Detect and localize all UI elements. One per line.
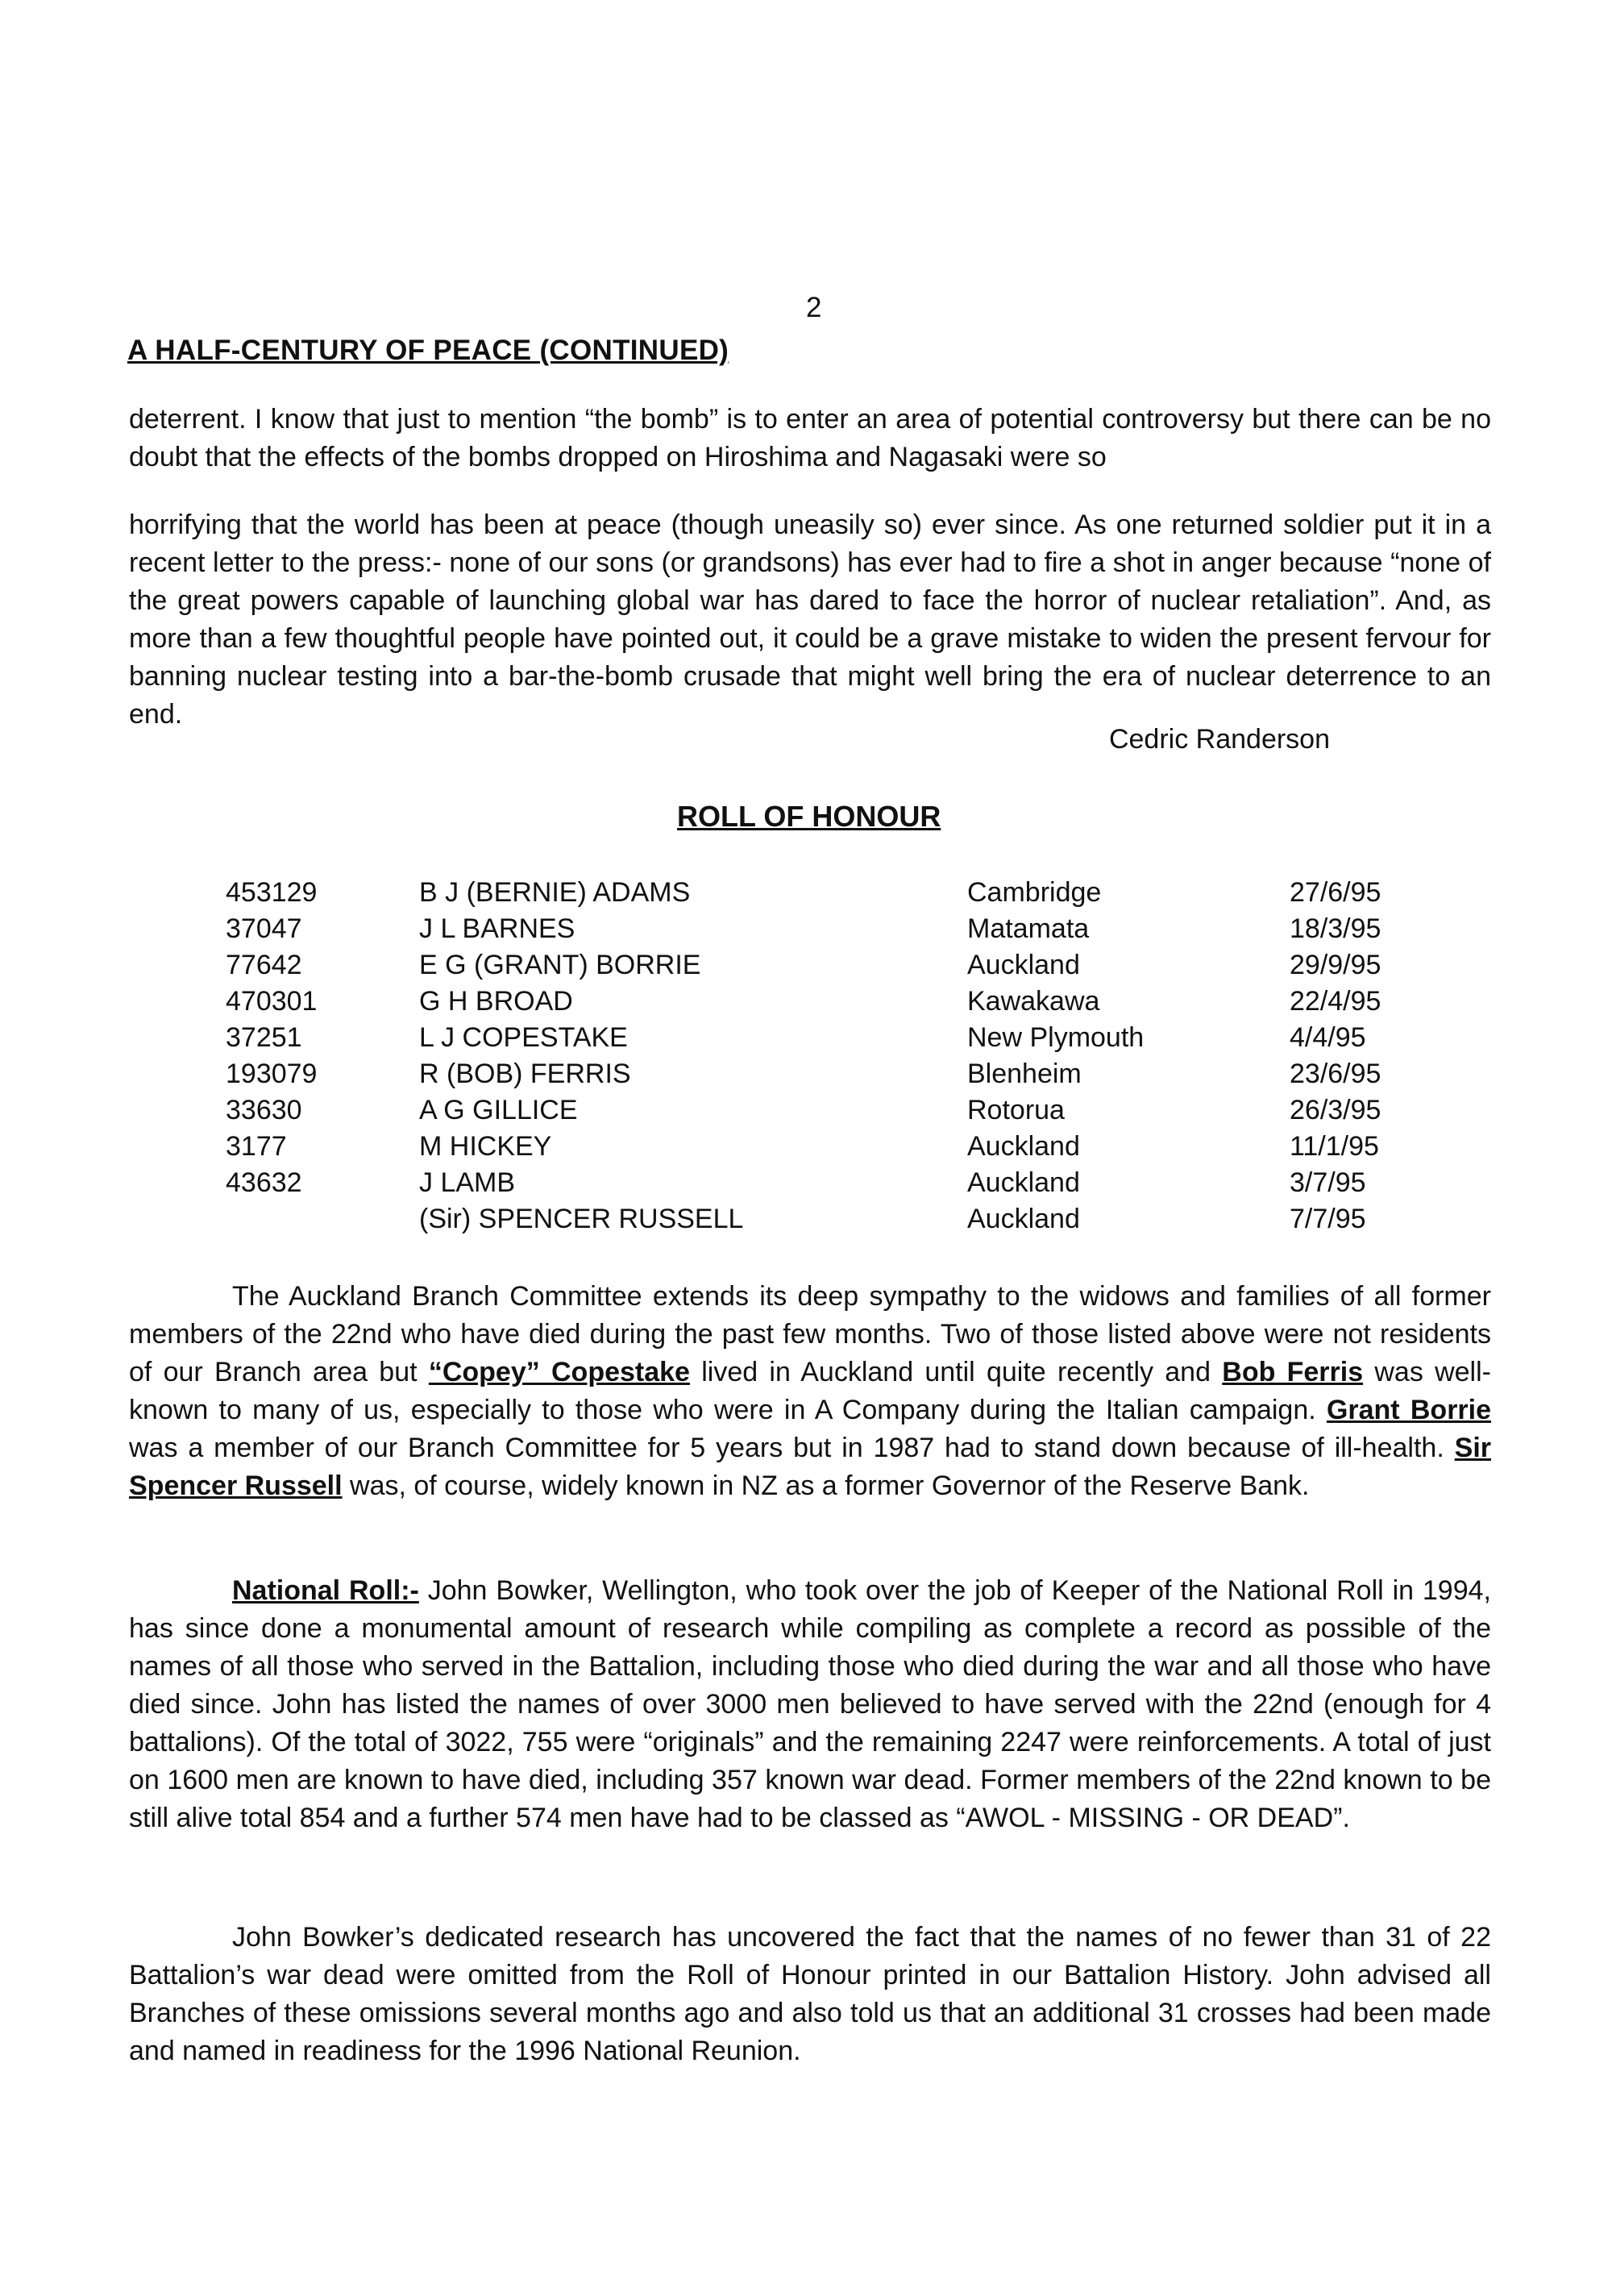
highlight-russell: Sir Spencer Russell: [129, 1433, 1491, 1501]
roll-place: Cambridge: [967, 877, 1102, 908]
national-roll-paragraph: [129, 1572, 1491, 1837]
roll-service-number: 37047: [226, 913, 302, 944]
roll-row: [226, 947, 1402, 984]
committee-text-1: The Auckland Branch Committee extends its deep sympathy to the widows and families of all former members of the 22nd who have died during the past few months. Two of those listed above were not residents of our Branch area but: [129, 1281, 1491, 1387]
roll-name: L J COPESTAKE: [419, 1022, 628, 1053]
committee-text-3: was well-known to many of us, especially to those who were in A Company during the Italian campaign.: [129, 1357, 1491, 1425]
roll-name: E G (GRANT) BORRIE: [419, 950, 701, 980]
roll-place: Blenheim: [967, 1059, 1082, 1089]
roll-name: M HICKEY: [419, 1131, 552, 1162]
roll-table-body: [226, 875, 1402, 1237]
highlight-copestake: “Copey” Copestake: [428, 1357, 690, 1387]
roll-name: A G GILLICE: [419, 1095, 578, 1125]
roll-place: Kawakawa: [967, 986, 1100, 1017]
national-roll-text: John Bowker, Wellington, who took over the job of Keeper of the National Roll in 1994, has since done a monumental amount of research while compiling as complete a record as possible of the names of all those who served in the Battalion, including those who died during the war and all those who have died since. John has listed the names of over 3000 men believed to have served with the 22nd (enough for 4 battalions). Of the total of 3022, 755 were “originals” and the remaining 2247 were reinforcements. A total of just on 1600 men are known to have died, including 357 known war dead. Former members of the 22nd known to be still alive total 854 and a further 574 men have had to be classed as “AWOL - MISSING - OR DEAD”.: [129, 1575, 1491, 1833]
intro-paragraph: deterrent. I know that just to mention “the bomb” is to enter an area of potential controversy but there can be no doubt that the effects of the bombs dropped on Hiroshima and Nagasaki were so: [129, 404, 1491, 472]
roll-row: [226, 1129, 1402, 1165]
roll-row: [226, 911, 1402, 947]
roll-row: [226, 984, 1402, 1020]
roll-date: 7/7/95: [1290, 1204, 1366, 1234]
roll-date: 29/9/95: [1290, 950, 1381, 980]
roll-name: G H BROAD: [419, 986, 573, 1017]
roll-service-number: 33630: [226, 1095, 302, 1125]
page-number: 2: [806, 292, 822, 323]
roll-service-number: 193079: [226, 1059, 318, 1089]
bowker-research-paragraph: John Bowker’s dedicated research has uncovered the fact that the names of no fewer than 31 of 22 Battalion’s war dead were omitted from the Roll of Honour printed in our Battalion History. John advised all Branches of these omissions several months ago and also told us that an additional 31 crosses had been made and named in readiness for the 1996 National Reunion.: [129, 1922, 1491, 2066]
roll-of-honour-table: [226, 875, 1402, 1237]
peace-paragraph: horrifying that the world has been at peace (though uneasily so) ever since. As one returned soldier put it in a recent letter to the press:- none of our sons (or grandsons) has ever had to fire a shot in anger because “none of the great powers capable of launching global war has dared to face the horror of nuclear retaliation”. And, as more than a few thoughtful people have pointed out, it could be a grave mistake to widen the present fervour for banning nuclear testing into a bar-the-bomb crusade that might well bring the era of nuclear deterrence to an end.: [129, 510, 1491, 730]
national-roll-heading: National Roll:-: [232, 1575, 419, 1606]
author-signature: Cedric Randerson: [1108, 724, 1330, 755]
roll-name: J LAMB: [419, 1167, 516, 1198]
roll-service-number: 453129: [226, 877, 318, 908]
highlight-ferris: Bob Ferris: [1222, 1357, 1364, 1387]
roll-place: Auckland: [967, 1167, 1080, 1198]
roll-of-honour-title: ROLL OF HONOUR: [677, 800, 941, 833]
roll-service-number: 37251: [226, 1022, 302, 1053]
roll-service-number: 43632: [226, 1167, 302, 1198]
roll-service-number: 3177: [226, 1131, 287, 1162]
roll-date: 3/7/95: [1290, 1167, 1366, 1198]
roll-date: 23/6/95: [1290, 1059, 1381, 1089]
roll-row: [226, 1201, 1402, 1237]
roll-name: J L BARNES: [419, 913, 575, 944]
committee-text-5: was, of course, widely known in NZ as a former Governor of the Reserve Bank.: [342, 1470, 1310, 1501]
roll-date: 18/3/95: [1290, 913, 1381, 944]
roll-date: 11/1/95: [1290, 1131, 1379, 1162]
roll-date: 26/3/95: [1290, 1095, 1381, 1125]
roll-row: [226, 1165, 1402, 1201]
committee-text-2: lived in Auckland until quite recently and: [689, 1357, 1223, 1387]
roll-service-number: 77642: [226, 950, 302, 980]
roll-place: Matamata: [967, 913, 1090, 944]
roll-row: [226, 1092, 1402, 1129]
roll-name: (Sir) SPENCER RUSSELL: [419, 1204, 744, 1234]
committee-paragraph: [129, 1278, 1491, 1505]
roll-service-number: [226, 1201, 419, 1237]
roll-service-number: 470301: [226, 986, 318, 1017]
roll-row: [226, 1020, 1402, 1056]
roll-name: R (BOB) FERRIS: [419, 1059, 631, 1089]
roll-place: Auckland: [967, 950, 1080, 980]
highlight-borrie: Grant Borrie: [1326, 1395, 1492, 1425]
roll-row: [226, 1056, 1402, 1092]
roll-place: Auckland: [967, 1204, 1080, 1234]
section-title: A HALF-CENTURY OF PEACE (CONTINUED): [127, 335, 729, 366]
roll-place: Auckland: [967, 1131, 1080, 1162]
roll-place: New Plymouth: [967, 1022, 1145, 1053]
committee-text-4: was a member of our Branch Committee for 5 years but in 1987 had to stand down because of ill-health.: [129, 1433, 1455, 1463]
roll-date: 22/4/95: [1290, 986, 1381, 1017]
roll-date: 4/4/95: [1290, 1022, 1366, 1053]
roll-date: 27/6/95: [1290, 877, 1381, 908]
roll-name: B J (BERNIE) ADAMS: [419, 877, 691, 908]
roll-place: Rotorua: [967, 1095, 1065, 1125]
roll-row: [226, 875, 1402, 911]
